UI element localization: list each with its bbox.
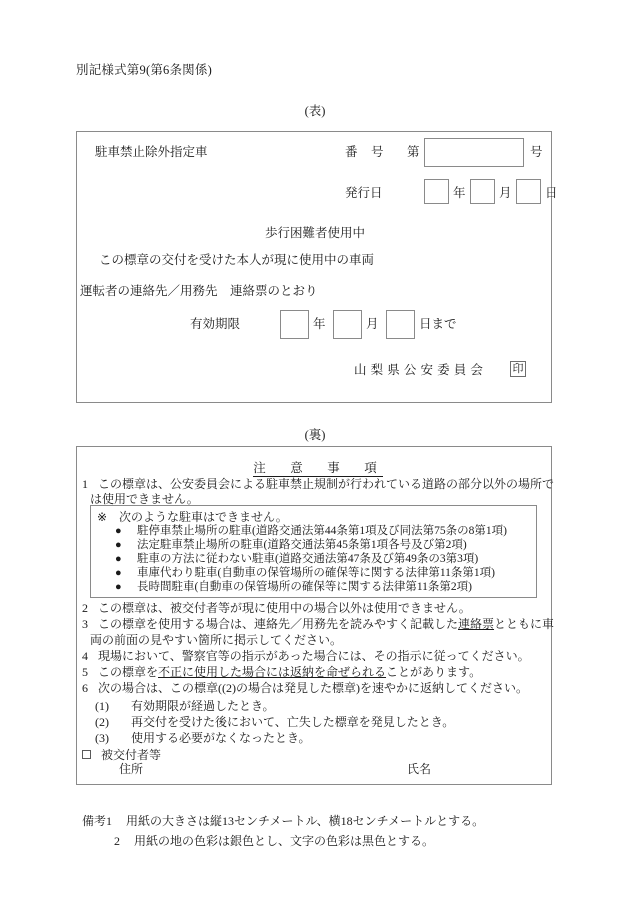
notice-item-3-line1-a: この標章を使用する場合は、連絡先／用務先を読みやすく記載した xyxy=(98,617,459,631)
notice-subitem-3-text: 使用する必要がなくなったとき。 xyxy=(131,731,311,745)
validity-day-input[interactable] xyxy=(386,310,415,339)
notice-title-text: 注 意 事 項 xyxy=(253,461,383,475)
issue-year-unit: 年 xyxy=(453,186,466,200)
notice-item-6-text: 次の場合は、この標章((2)の場合は発見した標章)を速やかに返納してください。 xyxy=(98,681,528,695)
remarks-label: 備考 xyxy=(82,814,107,828)
number-prefix: 第 xyxy=(407,145,420,159)
remarks-item-1-mark: 1 xyxy=(106,814,113,828)
issue-date-label: 発行日 xyxy=(345,186,383,200)
exception-bullet-2 xyxy=(115,538,467,552)
vehicle-note: この標章の交付を受けた本人が現に使用中の車両 xyxy=(99,253,375,267)
notice-subitem-1-mark: (1) xyxy=(95,699,109,713)
bullet-dot-icon: ● xyxy=(115,581,122,593)
back-card xyxy=(76,446,555,785)
notice-item-2 xyxy=(82,601,471,617)
remarks-item-2-text: 用紙の地の色彩は銀色とし、文字の色彩は黒色とする。 xyxy=(134,834,435,848)
exception-heading xyxy=(97,508,288,525)
notice-item-3-underline: 連絡票 xyxy=(458,617,495,631)
number-suffix: 号 xyxy=(530,145,543,159)
exception-mark: ※ xyxy=(97,510,108,524)
notice-item-5-a: この標章を xyxy=(98,665,159,679)
notice-item-6-mark: 6 xyxy=(82,681,88,695)
remarks-item-2-mark: 2 xyxy=(114,834,120,848)
notice-item-3-mark: 3 xyxy=(82,617,88,631)
recipient-row[interactable] xyxy=(82,746,161,763)
validity-month-unit: 月 xyxy=(366,317,379,331)
notice-item-2-mark: 2 xyxy=(82,601,88,615)
recipient-checkbox[interactable] xyxy=(82,750,91,759)
number-input[interactable] xyxy=(424,138,524,167)
notice-title xyxy=(77,458,553,476)
notice-item-1-line2: は使用できません。 xyxy=(90,492,199,506)
exception-heading-text: 次のような駐車はできません。 xyxy=(119,510,288,524)
notice-item-5-underline: 不正に使用した場合には返納を命ぜられる xyxy=(158,665,387,679)
notice-item-1-line1: この標章は、公安委員会による駐車禁止規制が行われている道路の部分以外の場所で xyxy=(98,477,555,491)
notice-subitem-3-mark: (3) xyxy=(95,731,109,745)
front-headline: 歩行困難者使用中 xyxy=(264,226,365,240)
issue-year-input[interactable] xyxy=(424,179,449,204)
notice-item-5 xyxy=(82,665,481,681)
notice-subitem-2 xyxy=(95,713,454,730)
notice-item-4-mark: 4 xyxy=(82,649,88,663)
notice-item-1 xyxy=(82,477,554,493)
issue-month-input[interactable] xyxy=(470,179,495,204)
name-label: 氏名 xyxy=(407,762,432,776)
exception-bullet-4 xyxy=(115,566,495,580)
issue-day-unit: 日 xyxy=(545,186,558,200)
notice-subitem-3 xyxy=(95,729,311,746)
seal-icon: 印 xyxy=(510,361,526,377)
issuer-name: 山 梨 県 公 安 委 員 会 xyxy=(354,363,484,377)
notice-item-6 xyxy=(82,681,528,697)
notice-item-3-line1-b: とともに車 xyxy=(494,617,555,631)
notice-item-4 xyxy=(82,649,530,665)
bullet-dot-icon: ● xyxy=(115,539,122,551)
notice-item-1-mark: 1 xyxy=(82,477,88,491)
validity-month-input[interactable] xyxy=(333,310,362,339)
front-title: 駐車禁止除外指定車 xyxy=(95,145,208,159)
notice-subitem-1-text: 有効期限が経過したとき。 xyxy=(131,699,275,713)
notice-item-5-mark: 5 xyxy=(82,665,88,679)
recipient-label: 被交付者等 xyxy=(101,748,162,762)
address-label: 住所 xyxy=(119,762,144,776)
front-card xyxy=(76,131,558,403)
issue-day-input[interactable] xyxy=(516,179,541,204)
exception-bullet-3 xyxy=(115,552,478,566)
exception-bullet-1 xyxy=(115,524,507,538)
form-number: 別記様式第9(第6条関係) xyxy=(76,63,212,77)
front-section-caption: (表) xyxy=(304,104,326,118)
bullet-dot-icon: ● xyxy=(115,553,122,565)
exception-bullet-5 xyxy=(115,580,472,594)
notice-item-3 xyxy=(82,617,554,633)
remarks-item-1-text: 用紙の大きさは縦13センチメートル、横18センチメートルとする。 xyxy=(126,814,485,828)
exception-bullet-1-text: 駐停車禁止場所の駐車(道路交通法第44条第1項及び同法第75条の8第1項) xyxy=(137,525,507,537)
remarks-item-1 xyxy=(82,812,484,829)
back-section-caption: (裏) xyxy=(304,428,326,442)
notice-item-2-text: この標章は、被交付者等が現に使用中の場合以外は使用できません。 xyxy=(98,601,471,615)
number-label: 番 号 xyxy=(345,145,385,159)
exception-bullet-5-text: 長時間駐車(自動車の保管場所の確保等に関する法律第11条第2項) xyxy=(137,581,472,593)
exception-box xyxy=(90,505,537,598)
exception-bullet-4-text: 車庫代わり駐車(自動車の保管場所の確保等に関する法律第11条第1項) xyxy=(137,567,495,579)
notice-item-5-b: ことがあります。 xyxy=(386,665,482,679)
notice-item-4-text: 現場において、警察官等の指示があった場合には、その指示に従ってください。 xyxy=(98,649,530,663)
bullet-dot-icon: ● xyxy=(115,525,122,537)
exception-bullet-2-text: 法定駐車禁止場所の駐車(道路交通法第45条第1項各号及び第2項) xyxy=(137,539,467,551)
validity-label: 有効期限 xyxy=(190,317,241,331)
issue-month-unit: 月 xyxy=(499,186,512,200)
validity-year-input[interactable] xyxy=(280,310,309,339)
validity-day-suffix: 日まで xyxy=(419,317,457,331)
contact-line: 運転者の連絡先／用務先 連絡票のとおり xyxy=(80,284,318,298)
notice-subitem-2-mark: (2) xyxy=(95,715,109,729)
notice-subitem-2-text: 再交付を受けた後において、亡失した標章を発見したとき。 xyxy=(131,715,455,729)
remarks-item-2 xyxy=(114,832,434,849)
validity-year-unit: 年 xyxy=(313,317,326,331)
notice-subitem-1 xyxy=(95,697,275,714)
bullet-dot-icon: ● xyxy=(115,567,122,579)
notice-item-3-line2: 両の前面の見やすい箇所に掲示してください。 xyxy=(90,633,343,647)
exception-bullet-3-text: 駐車の方法に従わない駐車(道路交通法第47条及び第49条の3第3項) xyxy=(137,553,479,565)
